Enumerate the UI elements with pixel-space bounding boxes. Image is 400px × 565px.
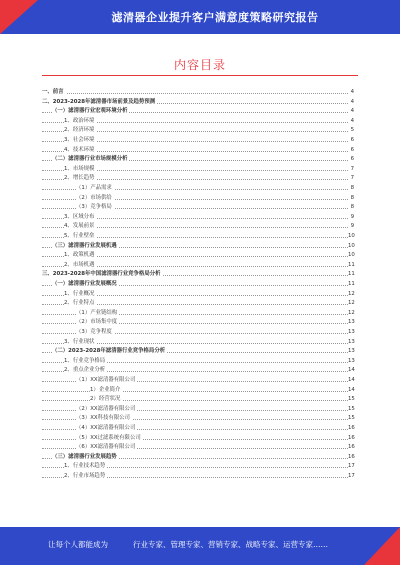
toc-entry-label: 2）经营状况 (90, 396, 121, 403)
toc-entry-label: 2、行业市场趋势 (64, 473, 106, 479)
toc-entry-page: 6 (348, 136, 354, 144)
toc-entry-label: （一）滤清器行业发展概况 (52, 281, 117, 287)
toc-entry-label: 1、行业概况 (64, 290, 95, 297)
toc-entry[interactable] (42, 213, 354, 221)
toc-entry[interactable] (42, 222, 354, 230)
toc-entry-label: 3、行业现状 (64, 338, 95, 345)
toc-entry[interactable] (42, 280, 354, 288)
toc-entry-label: （3）竞争程度 (76, 329, 112, 335)
toc-entry-label: 2、增长趋势 (64, 175, 95, 182)
toc-entry-page: 7 (348, 165, 354, 173)
toc-entry[interactable] (42, 318, 354, 326)
toc-entry[interactable] (42, 338, 354, 346)
toc-entry-label: （6）XX滤清器有限公司 (76, 444, 136, 451)
toc-entry-label: 3、区域分布 (64, 213, 95, 220)
toc-entry-page: 16 (348, 453, 355, 460)
toc-entry[interactable] (42, 453, 354, 461)
toc-heading-rule (42, 75, 358, 76)
toc-entry[interactable] (42, 126, 354, 134)
toc-entry[interactable] (42, 174, 354, 182)
toc-entry-label: （2）市场集中度 (76, 319, 118, 326)
toc-entry[interactable] (42, 88, 354, 96)
toc-entry[interactable] (42, 386, 354, 394)
toc-entry-label: 2、重点企业分析 (64, 367, 106, 374)
toc-entry-page: 16 (348, 434, 355, 441)
toc-entry[interactable] (42, 203, 354, 211)
toc-entry-page: 4 (348, 88, 354, 96)
toc-entry[interactable] (42, 328, 354, 336)
toc-entry-page: 16 (348, 444, 355, 451)
toc-entry-page: 4 (348, 98, 354, 106)
toc-entry[interactable] (42, 165, 354, 173)
toc-entry-page: 11 (348, 261, 355, 268)
toc-entry-page: 15 (348, 396, 355, 403)
toc-entry-page: 6 (348, 146, 354, 154)
header-corner-accent (0, 0, 38, 34)
toc-entry-label: 1、行业技术趋势 (64, 463, 106, 470)
toc-entry-page: 4 (348, 107, 354, 115)
report-title: 滤清器企业提升客户满意度策略研究报告 (111, 11, 319, 24)
toc-entry[interactable] (42, 366, 354, 374)
toc-entry-label: （1）产品需求 (76, 185, 112, 191)
toc-leader-dots (42, 391, 348, 392)
toc-entry-label: 2、经济环境 (64, 127, 95, 134)
toc-entry-page: 14 (348, 386, 355, 393)
toc-entry-page: 11 (348, 281, 355, 287)
toc-entry-label: 2、市场机遇 (64, 261, 95, 268)
toc-entry-label: 2、行业特点 (64, 300, 95, 307)
page-footer (0, 527, 400, 565)
toc-entry-label: （二）2023-2028年滤清器行业竞争格局分析 (52, 348, 166, 355)
toc-entry-page: 13 (348, 348, 355, 355)
toc-entry-page: 6 (348, 155, 354, 163)
toc-entry-page: 12 (348, 290, 355, 297)
toc-entry[interactable] (42, 395, 354, 403)
toc-entry-label: （1）产业链结构 (76, 309, 118, 316)
toc-entry-label: （三）滤清器行业发展趋势 (52, 453, 117, 460)
toc-entry-label: 二、2023-2028年滤清器市场前景及趋势预测 (42, 98, 156, 105)
toc-entry-page: 11 (348, 271, 355, 278)
toc-entry-label: 3、社会环境 (64, 137, 95, 143)
toc-entry-page: 15 (348, 405, 355, 412)
toc-entry-page: 9 (348, 213, 354, 221)
toc-entry[interactable] (42, 242, 354, 250)
toc-entry-page: 7 (348, 174, 354, 182)
toc-entry-page: 12 (348, 300, 355, 307)
toc-entry-page: 8 (348, 184, 354, 192)
toc-entry-label: （一）滤清器行业宏观环境分析 (52, 108, 128, 115)
toc-entry-page: 13 (348, 357, 355, 364)
footer-slogan: 让每个人都能成为 (48, 540, 108, 549)
toc-entry-page: 16 (348, 425, 355, 431)
toc-entry-label: （3）竞争格局 (76, 204, 112, 211)
toc-leader-dots (42, 400, 348, 401)
toc-entry[interactable] (42, 290, 354, 298)
toc-entry-label: （二）滤清器行业市场规模分析 (52, 156, 128, 163)
toc-leader-dots (42, 93, 348, 94)
toc-entry[interactable] (42, 462, 354, 470)
toc-entry-page: 10 (348, 242, 355, 249)
toc-entry-page: 8 (348, 203, 354, 211)
toc-entry-page: 12 (348, 309, 355, 316)
toc-entry[interactable] (42, 107, 354, 115)
toc-entry[interactable] (42, 261, 354, 269)
footer-expert-list: 行业专家、管理专家、营销专家、战略专家、运营专家…… (133, 540, 328, 549)
toc-entry[interactable] (42, 136, 354, 144)
toc-entry-page: 8 (348, 194, 354, 202)
toc-entry-page: 13 (348, 319, 355, 326)
toc-entry-label: （3）XX科技有限公司 (76, 415, 130, 422)
toc-entry-label: （2）市场供给 (76, 194, 112, 201)
toc-entry-page: 14 (348, 367, 355, 374)
table-of-contents (42, 88, 354, 488)
toc-entry[interactable] (42, 232, 354, 240)
toc-entry-label: 5、行业壁垒 (64, 233, 95, 239)
toc-entry-page: 17 (348, 473, 355, 479)
toc-entry[interactable] (42, 414, 354, 422)
toc-entry[interactable] (42, 347, 354, 355)
toc-entry-label: 三、2023-2028年中国滤清器行业竞争格局分析 (42, 271, 161, 278)
toc-entry-page: 5 (348, 126, 354, 134)
toc-heading: 内容目录 (173, 58, 226, 72)
toc-entry-page: 4 (348, 117, 354, 125)
toc-entry[interactable] (42, 299, 354, 307)
toc-entry-label: 1、行业竞争格局 (64, 357, 106, 364)
toc-entry-label: 1、政策机遇 (64, 252, 95, 259)
toc-entry[interactable] (42, 146, 354, 154)
toc-entry[interactable] (42, 184, 354, 192)
toc-entry[interactable] (42, 376, 354, 384)
toc-entry-page: 13 (348, 329, 355, 335)
toc-entry-page: 9 (348, 222, 354, 230)
toc-entry-page: 13 (348, 338, 355, 345)
toc-entry[interactable] (42, 472, 354, 480)
toc-entry-label: 4、技术环境 (64, 146, 95, 153)
toc-entry[interactable] (42, 309, 354, 317)
toc-entry-label: 1、政治环境 (64, 117, 95, 124)
footer-corner-accent (364, 527, 400, 565)
toc-entry-page: 10 (348, 233, 355, 239)
toc-entry[interactable] (42, 270, 354, 278)
toc-entry-label: 一、前言 (42, 89, 64, 95)
toc-entry-label: （1）XX滤清器有限公司 (76, 377, 136, 383)
toc-entry-page: 15 (348, 415, 355, 422)
toc-entry[interactable] (42, 251, 354, 259)
toc-entry-label: 4、发展前景 (64, 223, 95, 230)
toc-entry-label: （2）XX滤清器有限公司 (76, 405, 136, 412)
toc-entry[interactable] (42, 194, 354, 202)
toc-entry[interactable] (42, 117, 354, 125)
toc-entry-page: 10 (348, 252, 355, 259)
toc-entry[interactable] (42, 357, 354, 365)
toc-entry-label: （4）XX滤清器有限公司 (76, 425, 136, 431)
toc-entry-label: 1、市场规模 (64, 165, 95, 172)
toc-entry-page: 17 (348, 463, 355, 470)
toc-entry-label: （三）滤清器行业发展机遇 (52, 242, 117, 249)
toc-entry-label: （5）XX过滤系统有限公司 (76, 434, 141, 441)
toc-entry-page: 14 (348, 377, 355, 383)
toc-entry[interactable] (42, 405, 354, 413)
toc-entry[interactable] (42, 443, 354, 451)
toc-entry[interactable] (42, 424, 354, 432)
toc-entry[interactable] (42, 434, 354, 442)
page-header (0, 0, 400, 34)
toc-entry[interactable] (42, 155, 354, 163)
toc-entry-label: 1）企业简介 (90, 386, 121, 393)
toc-entry[interactable] (42, 98, 354, 106)
